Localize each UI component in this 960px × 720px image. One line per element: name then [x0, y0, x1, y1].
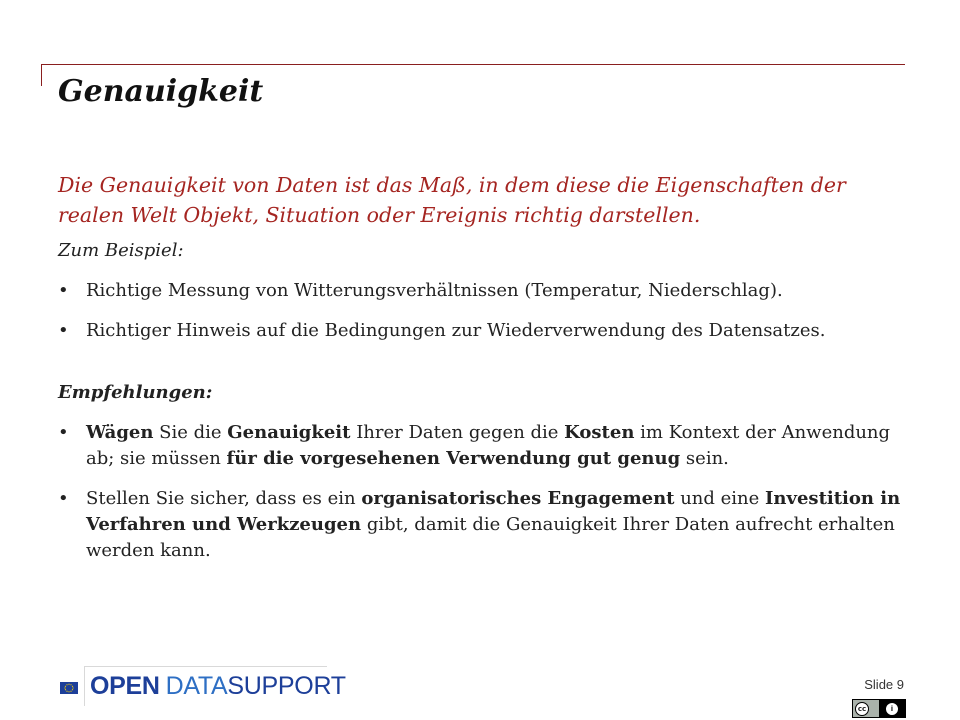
rec1-text-bold: für die vorgesehenen Verwendung gut genug	[226, 448, 681, 469]
bullet-marker: •	[58, 422, 69, 443]
rec1-text: im Kontext der Anwendung ab; sie müssen	[86, 422, 891, 469]
example-bullet-text: Richtige Messung von Witterungsverhältnissen (Temperatur, Niederschlag).	[86, 280, 783, 301]
cc-by-icon	[852, 699, 906, 718]
bullet-marker: •	[58, 320, 69, 341]
rec1-text-bold: Wägen	[86, 422, 154, 443]
recommendation-bullet-1	[58, 420, 918, 472]
rec2-text: Stellen Sie sicher, dass es ein	[86, 488, 362, 509]
slide-number: Slide 9	[864, 677, 904, 692]
cc-icon: cc	[855, 702, 869, 716]
footer-divider-vertical	[84, 666, 85, 706]
example-bullet-text: Richtiger Hinweis auf die Bedingungen zur Wiederverwendung des Datensatzes.	[86, 320, 826, 341]
by-icon	[879, 699, 905, 718]
bullet-marker: •	[58, 280, 69, 301]
slide-content	[58, 170, 918, 578]
slide-title: Genauigkeit	[58, 74, 264, 109]
rec2-text-bold: Investition in Verfahren und Werkzeugen	[86, 488, 901, 535]
title-frame-left-line	[41, 64, 42, 86]
example-bullet-2	[58, 318, 918, 344]
rec1-text-bold: Kosten	[564, 422, 635, 443]
recommendation-bullet-2	[58, 486, 918, 564]
example-heading: Zum Beispiel:	[58, 240, 184, 261]
logo-word-support: SUPPORT	[227, 672, 346, 700]
rec1-text: sein.	[680, 448, 729, 469]
bullet-marker: •	[58, 488, 69, 509]
rec2-text: gibt, damit die Genauigkeit Ihrer Daten aufrecht erhalten werden kann.	[86, 514, 895, 561]
footer-divider	[84, 666, 327, 667]
rec1-text-bold: Genauigkeit	[227, 422, 351, 443]
logo-word-data: DATA	[165, 672, 228, 700]
definition-text: Die Genauigkeit von Daten ist das Maß, in dem diese die Eigenschaften der realen Welt Objekt, Situation oder Ereignis richtig darstellen.	[58, 173, 846, 227]
logo-word-open: OPEN	[90, 672, 160, 700]
title-frame-top-line	[41, 64, 905, 65]
rec2-text: und eine	[674, 488, 766, 509]
recommendations-heading: Empfehlungen:	[58, 382, 213, 403]
example-bullet-1	[58, 278, 918, 304]
eu-flag-icon	[60, 682, 78, 694]
rec1-text: Sie die	[153, 422, 228, 443]
rec1-text: Ihrer Daten gegen die	[350, 422, 565, 443]
open-data-support-logo	[90, 672, 346, 701]
attribution-person-icon: i	[885, 702, 899, 716]
rec2-text-bold: organisatorisches Engagement	[361, 488, 675, 509]
